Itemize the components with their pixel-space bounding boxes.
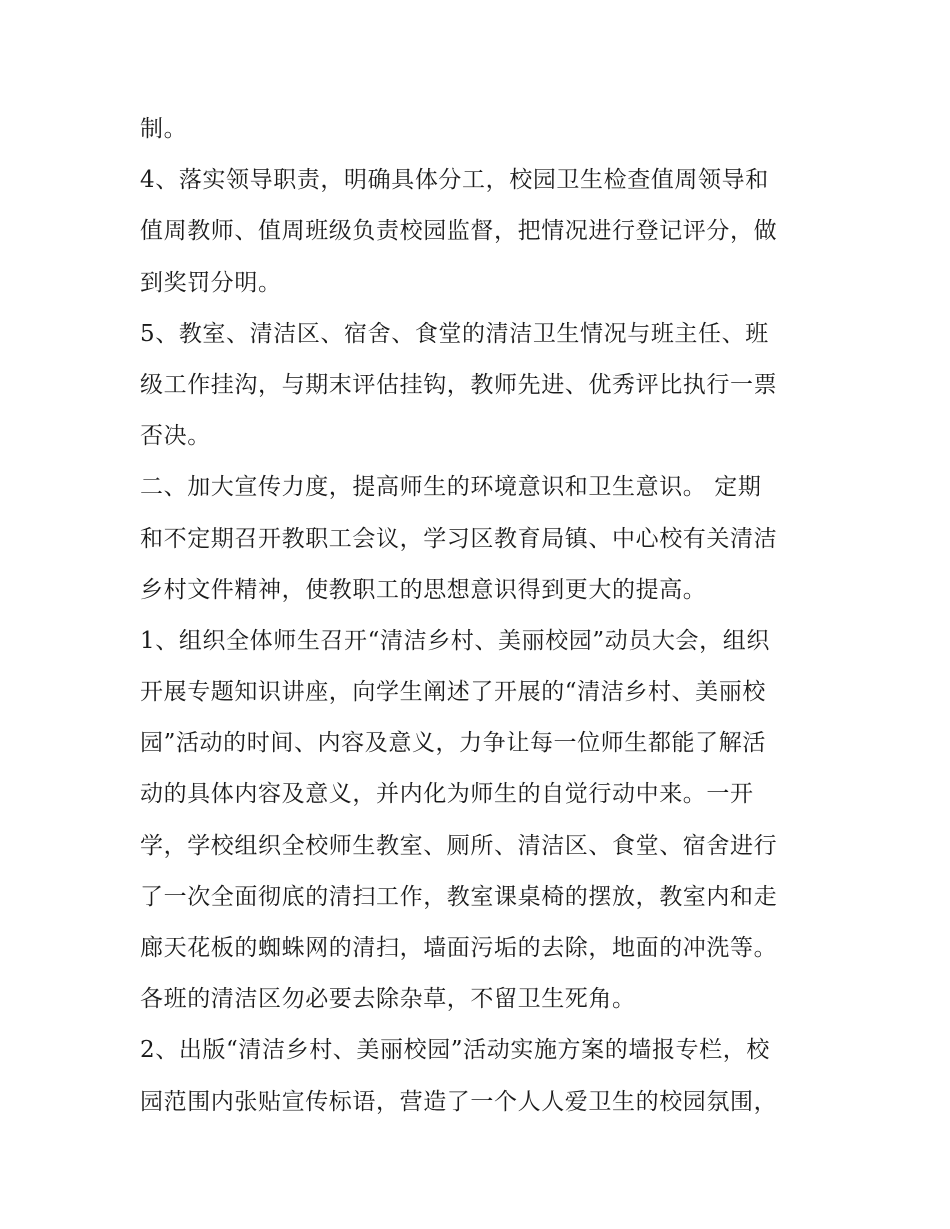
text-line: 5、教室、清洁区、宿舍、食堂的清洁卫生情况与班主任、班 — [140, 320, 769, 347]
text-line: 值周教师、值周班级负责校园监督，把情况进行登记评分，做 — [140, 218, 778, 245]
text-line: 和不定期召开教职工会议，学习区教育局镇、中心校有关清洁 — [140, 525, 778, 552]
text-line: 2、出版“清洁乡村、美丽校园”活动实施方案的墙报专栏，校 — [140, 1037, 770, 1064]
text-line: 廊天花板的蜘蛛网的清扫，墙面污垢的去除，地面的冲洗等。 — [140, 935, 778, 961]
text-line: 园”活动的时间、内容及意义，力争让每一位师生都能了解活 — [140, 730, 766, 757]
text-line: 制。 — [140, 116, 188, 142]
text-line: 到奖罚分明。 — [140, 269, 282, 296]
text-line: 二、加大宣传力度，提高师生的环境意识和卫生意识。 定期 — [140, 474, 762, 501]
text-line: 1、组织全体师生召开“清洁乡村、美丽校园”动员大会，组织 — [140, 627, 770, 654]
text-line: 开展专题知识讲座，向学生阐述了开展的“清洁乡村、美丽校 — [140, 679, 766, 706]
text-line: 乡村文件精神，使教职工的思想意识得到更大的提高。 — [140, 576, 707, 603]
document-body — [140, 104, 830, 1128]
text-line: 否决。 — [140, 423, 211, 450]
text-line: 各班的清洁区勿必要去除杂草，不留卫生死角。 — [140, 986, 636, 1013]
text-line: 动的具体内容及意义，并内化为师生的自觉行动中来。一开 — [140, 781, 754, 808]
text-line: 园范围内张贴宣传标语，营造了一个人人爱卫生的校园氛围， — [140, 1088, 778, 1115]
text-line: 4、落实领导职责，明确具体分工，校园卫生检查值周领导和 — [140, 167, 769, 194]
text-line: 学，学校组织全校师生教室、厕所、清洁区、食堂、宿舍进行 — [140, 832, 778, 859]
text-line: 级工作挂沟，与期末评估挂钩，教师先进、优秀评比执行一票 — [140, 371, 778, 398]
text-line: 了一次全面彻底的清扫工作，教室课桌椅的摆放，教室内和走 — [140, 883, 778, 910]
